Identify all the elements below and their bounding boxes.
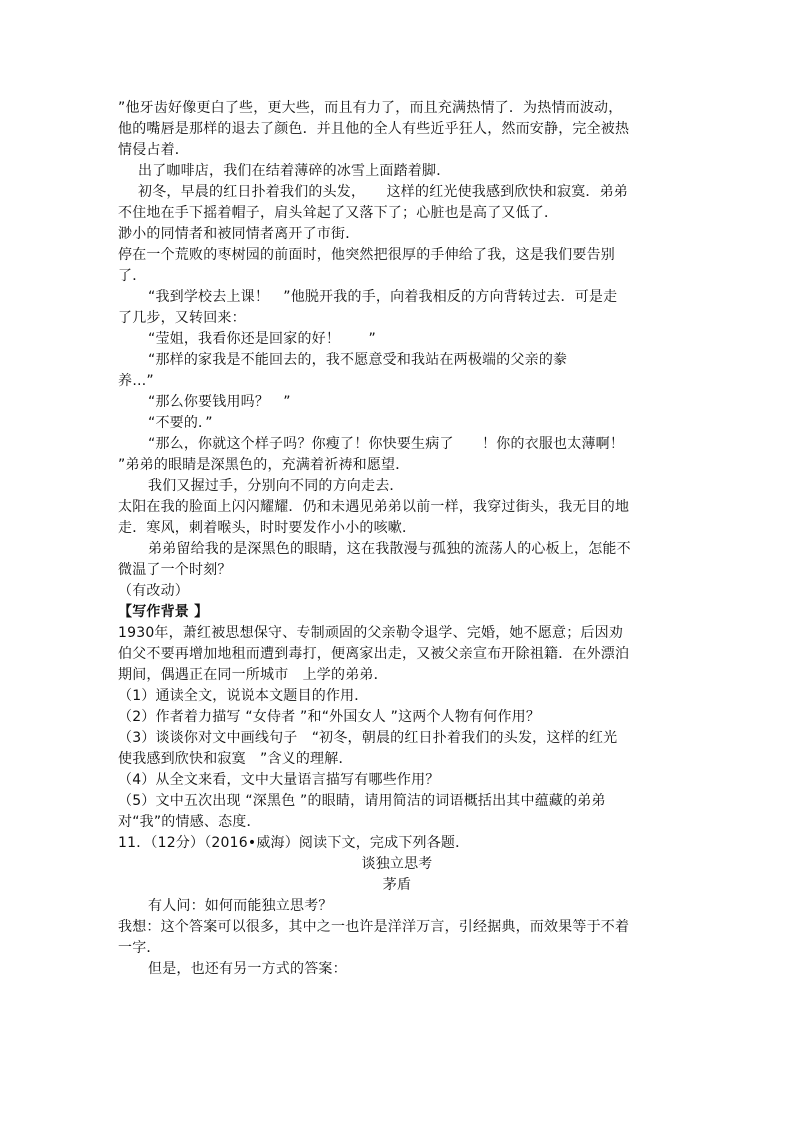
paragraph-line: 太阳在我的脸面上闪闪耀耀．仍和未遇见弟弟以前一样，我穿过街头，我无目的地 <box>118 499 630 515</box>
paragraph-line: 弟弟留给我的是深黑色的眼睛，这在我散漫与孤独的流荡人的心板上，怎能不 <box>148 541 631 557</box>
paragraph-line: ”他牙齿好像更白了些，更大些，而且有力了，而且充满热情了．为热情而波动， <box>118 100 623 116</box>
paragraph-line: 了几步，又转回来： <box>118 310 246 326</box>
paragraph-line: 不住地在手下摇着帽子，肩头耸起了又落下了；心脏也是高了又低了． <box>118 205 559 221</box>
paragraph-line: ”弟弟的眼睛是深黑色的，充满着祈祷和愿望． <box>118 457 410 473</box>
question-item: （4）从全文来看，文中大量语言描写有哪些作用？ <box>118 772 440 788</box>
question-item: （5）文中五次出现 “深黑色 ”的眼睛，请用简洁的词语概括出其中蕴藏的弟弟 <box>118 793 606 809</box>
paragraph-line: 我想：这个答案可以很多，其中之一也许是洋洋万言，引经据典，而效果等于不着 <box>118 919 630 935</box>
paragraph-line: 停在一个荒败的枣树园的前面时，他突然把很厚的手伸给了我，这是我们要告别 <box>118 247 615 263</box>
question-item: 使我感到欣快和寂寞 ”含义的理解． <box>118 751 353 767</box>
dialogue-line: “那么你要钱用吗？ ” <box>148 394 291 410</box>
paragraph-line: 走．寒风，刺着喉头，时时要发作小小的咳嗽． <box>118 520 417 536</box>
paragraph-line: 他的嘴唇是那样的退去了颜色．并且他的全人有些近乎狂人，然而安静，完全被热 <box>118 121 630 137</box>
source-note: （有改动） <box>118 583 189 599</box>
paragraph-line: 初冬，早晨的红日扑着我们的头发， 这样的红光使我感到欣快和寂寞．弟弟 <box>138 184 628 200</box>
paragraph-line: 情侵占着． <box>118 142 189 158</box>
paragraph-line: 出了咖啡店，我们在结着薄碎的冰雪上面踏着脚． <box>138 163 451 179</box>
paragraph-line: 期间，偶遇正在同一所城市 上学的弟弟． <box>118 667 388 683</box>
paragraph-line: 渺小的同情者和被同情者离开了市街． <box>118 226 360 242</box>
dialogue-line: “莹姐，我看你还是回家的好！ ” <box>148 331 376 347</box>
question-item: 对“我”的情感、态度． <box>118 814 261 830</box>
paragraph-line: 但是，也还有另一方式的答案： <box>148 961 347 977</box>
paragraph-line: 1930年，萧红被思想保守、专制顽固的父亲勒令退学、完婚，她不愿意；后因劝 <box>118 625 624 641</box>
question-item: （3）谈谈你对文中画线句子 “初冬，朝晨的红日扑着我们的头发，这样的红光 <box>118 730 618 746</box>
paragraph-line: 微温了一个时刻？ <box>118 562 232 578</box>
dialogue-line: “那样的家我是不能回去的，我不愿意受和我站在两极端的父亲的豢 <box>148 352 568 368</box>
paragraph-line: 我们又握过手，分别向不同的方向走去． <box>148 478 404 494</box>
dialogue-line: “不要的．” <box>148 415 213 431</box>
article-author: 茅盾 <box>382 877 412 893</box>
article-title: 谈独立思考 <box>361 856 433 872</box>
question-heading: 11．（12分）（2016•威海）阅读下文，完成下列各题． <box>118 835 470 851</box>
dialogue-line: “那么，你就这个样子吗？你瘦了！你快要生病了 ！你的衣服也太薄啊！ <box>148 436 625 452</box>
paragraph-line: 有人问：如何而能独立思考？ <box>148 898 333 914</box>
paragraph-line: “我到学校去上课！ ”他脱开我的手，向着我相反的方向背转过去．可是走 <box>148 289 618 305</box>
dialogue-line: 养…” <box>118 373 154 389</box>
paragraph-line: 了． <box>118 268 147 284</box>
question-item: （2）作者着力描写 “女侍者 ”和“外国女人 ”这两个人物有何作用？ <box>118 709 541 725</box>
paragraph-line: 一字． <box>118 940 161 956</box>
question-item: （1）通读全文，说说本文题目的作用． <box>118 688 369 704</box>
section-heading: 【写作背景 】 <box>118 604 209 620</box>
paragraph-line: 伯父不要再增加地租而遭到毒打，便离家出走，又被父亲宣布开除祖籍．在外漂泊 <box>118 646 630 662</box>
